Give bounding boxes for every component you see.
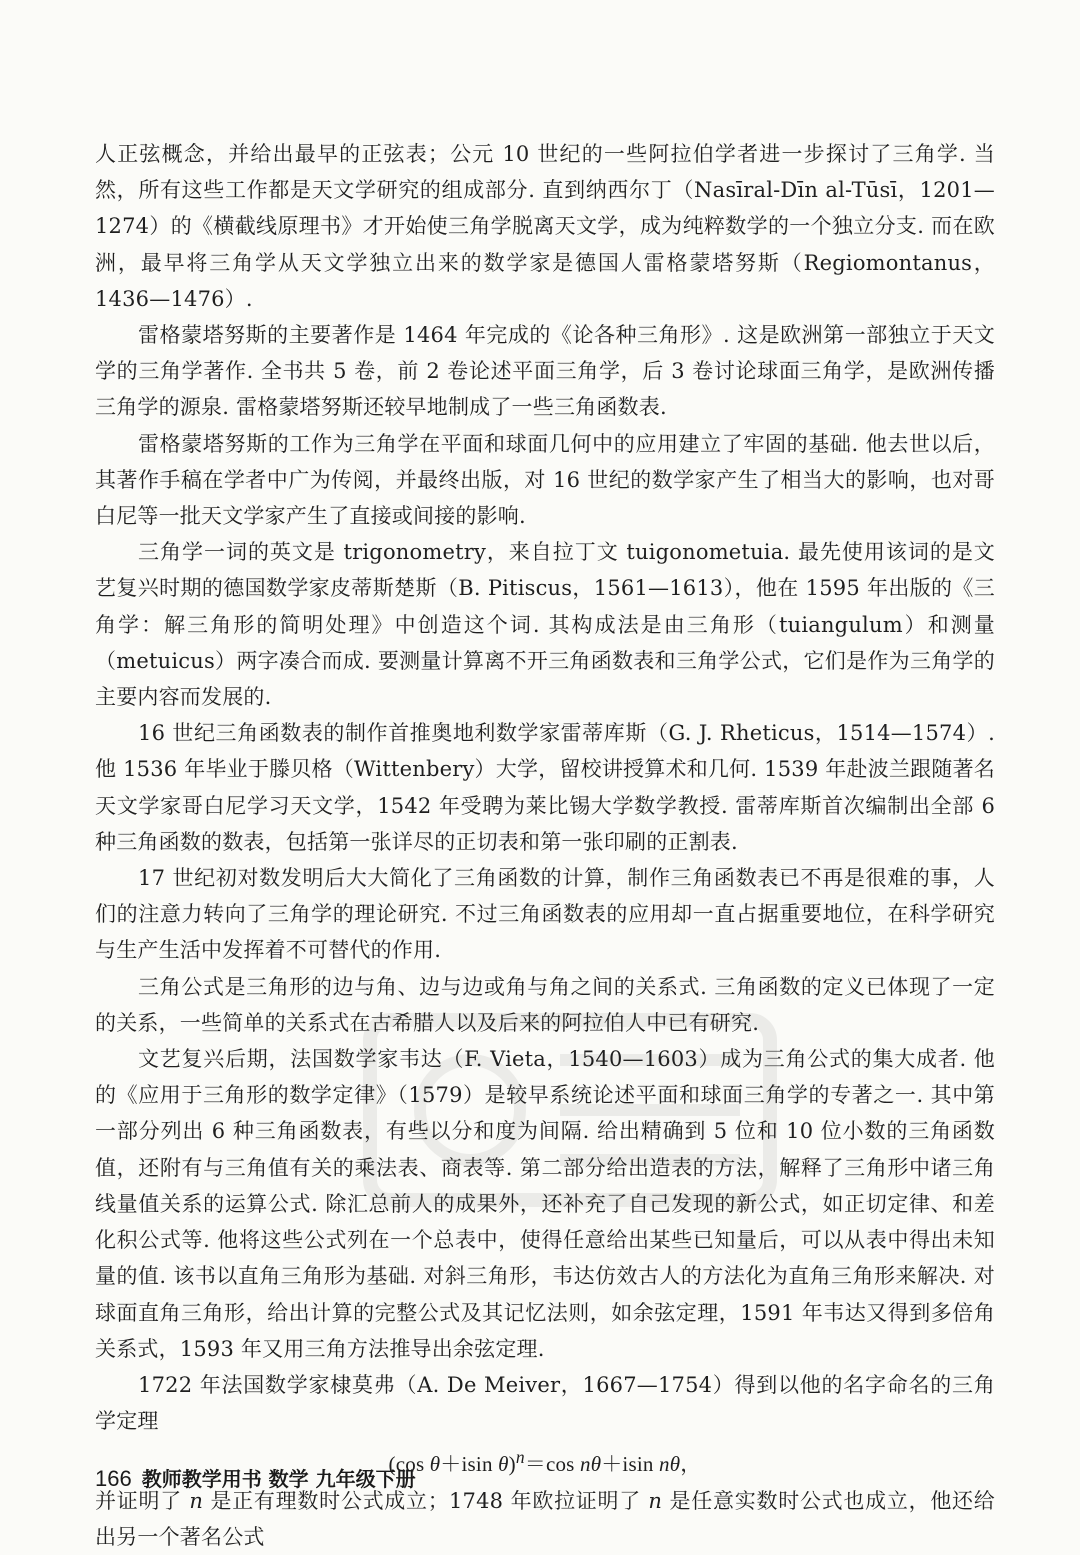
formula-n-theta: nθ bbox=[580, 1452, 602, 1477]
formula-power: n bbox=[515, 1447, 525, 1468]
paragraph-2: 雷格蒙塔努斯的主要著作是 1464 年完成的《论各种三角形》. 这是欧洲第一部独立于天文学的三角学著作. 全书共 5 卷，前 2 卷论述平面三角学，后 3 卷讨论球面三角学，是欧洲传播三角学的源泉. 雷格蒙塔努斯还较早地制成了一些三角函数表. bbox=[95, 323, 995, 420]
formula-open: (cos bbox=[388, 1452, 430, 1477]
variable-n-2: n bbox=[648, 1488, 663, 1513]
paragraph-7: 三角公式是三角形的边与角、边与边或角与角之间的关系式. 三角函数的定义已体现了一定的关系，一些简单的关系式在古希腊人以及后来的阿拉伯人中已有研究. bbox=[95, 974, 995, 1035]
formula-n-theta-2: nθ bbox=[659, 1452, 681, 1477]
page-number: 166 bbox=[95, 1466, 132, 1491]
paragraph-8: 文艺复兴后期，法国数学家韦达（F. Vieta，1540—1603）成为三角公式的集大成者. 他的《应用于三角形的数学定律》（1579）是较早系统论述平面和球面三角学的专著之一. 其中第一部分列出 6 种三角函数表，有些以分和度为间隔. 给出精确到 5 位和 10 位小数的三角函数值，还附有与三角值有关的乘法表、商表等. 第二部分给出造表的方法，解释了三角形中诸三角线量值关系的运算公式. 除汇总前人的成果外，还补充了自己发现的新公式，如正切定律、和差化积公式等. 他将这些公式列在一个总表中，使得任意给出某些已知量后，可以从表中得出未知量的值. 该书以直角三角形为基础. 对斜三角形，韦达仿效古人的方法化为直角三角形来解决. 对球面直角三角形，给出计算的完整公式及其记忆法则，如余弦定理，1591 年韦达又得到多倍角关系式，1593 年又用三角方法推导出余弦定理. bbox=[95, 1047, 995, 1361]
closing-paragraph: 并证明了 n 是正有理数时公式成立；1748 年欧拉证明了 n 是任意实数时公式也成立，他还给出另一个著名公式 bbox=[95, 1488, 995, 1549]
paragraph-5: 16 世纪三角函数表的制作首推奥地利数学家雷蒂库斯（G. J. Rheticus，1514—1574）. 他 1536 年毕业于滕贝格（Wittenbery）大学，留校讲授算术和几何. 1539 年赴波兰跟随著名天文学家哥白尼学习天文学，1542 年受聘为莱比锡大学数学教授. 雷蒂库斯首次编制出全部 6 种三角函数的数表，包括第一张详尽的正切表和第一张印刷的正割表. bbox=[95, 721, 995, 854]
paragraph-3: 雷格蒙塔努斯的工作为三角学在平面和球面几何中的应用建立了牢固的基础. 他去世以后，其著作手稿在学者中广为传阅，并最终出版，对 16 世纪的数学家产生了相当大的影响，也对哥白尼等一批天文学家产生了直接或间接的影响. bbox=[95, 431, 996, 529]
page-footer bbox=[95, 1463, 416, 1492]
variable-n-1: n bbox=[189, 1488, 204, 1513]
formula-theta-2: θ bbox=[498, 1452, 509, 1477]
formula-theta: θ bbox=[429, 1452, 441, 1477]
paragraph-9: 1722 年法国数学家棣莫弗（A. De Meiver，1667—1754）得到以他的名字命名的三角学定理 bbox=[95, 1372, 995, 1434]
paragraph-6: 17 世纪初对数发明后大大简化了三角函数的计算，制作三角函数表已不再是很难的事，人们的注意力转向了三角学的理论研究. 不过三角函数表的应用却一直占据重要地位，在科学研究与生产生活中发挥着不可替代的作用. bbox=[95, 866, 995, 963]
formula-plus-isin: ＋isin bbox=[440, 1452, 499, 1477]
page-body bbox=[95, 136, 995, 1555]
formula-equals-cos: ＝cos bbox=[524, 1452, 581, 1477]
formula-close: ) bbox=[508, 1452, 516, 1477]
paragraph-1: 人正弦概念，并给出最早的正弦表；公元 10 世纪的一些阿拉伯学者进一步探讨了三角学. 当然，所有这些工作都是天文学研究的组成部分. 直到纳西尔丁（Nasīral-Dīn al-Tūsī，1201—1274）的《横截线原理书》才开始使三角学脱离天文学，成为纯粹数学的一个独立分支. 而在欧洲，最早将三角学从天文学独立出来的数学家是德国人雷格蒙塔努斯（Regiomontanus，1436—1476）. bbox=[95, 142, 995, 311]
book-title: 教师教学用书 数学 九年级下册 bbox=[141, 1467, 416, 1491]
formula-plus-isin-2: ＋isin bbox=[601, 1452, 660, 1477]
formula-trailing: ， bbox=[680, 1452, 702, 1477]
paragraph-4: 三角学一词的英文是 trigonometry，来自拉丁文 tuigonometuia. 最先使用该词的是文艺复兴时期的德国数学家皮蒂斯楚斯（B. Pitiscus，1561—1613），他在 1595 年出版的《三角学：解三角形的简明处理》中创造这个词. 其构成法是由三角形（tuiangulum）和测量（metuicus）两字凑合而成. 要测量计算离不开三角函数表和三角学公式，它们是作为三角学的主要内容而发展的. bbox=[95, 540, 995, 710]
